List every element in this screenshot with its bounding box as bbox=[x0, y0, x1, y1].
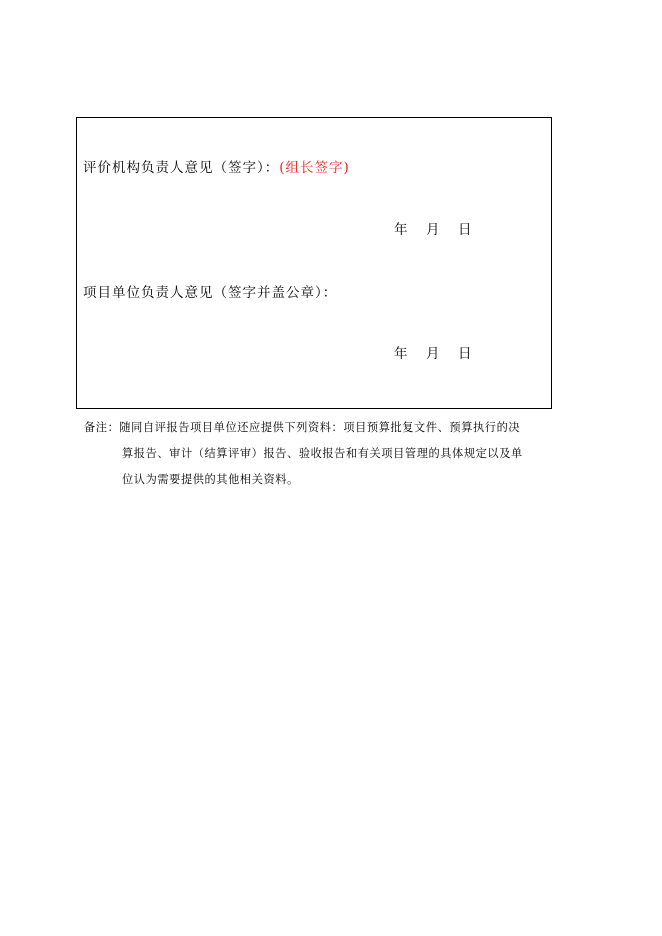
project-date-row bbox=[394, 345, 472, 363]
project-opinion-row bbox=[83, 284, 337, 302]
opinion-form-box bbox=[76, 117, 552, 409]
date-year-label: 年 bbox=[394, 222, 408, 238]
remarks-line-1: 备注：随同自评报告项目单位还应提供下列资料：项目预算批复文件、预算执行的决 bbox=[84, 421, 521, 434]
eval-date-row bbox=[394, 221, 472, 239]
group-leader-signature-hint: (组长签字) bbox=[279, 160, 350, 176]
date-day-label: 日 bbox=[458, 346, 472, 362]
eval-opinion-row bbox=[83, 159, 350, 177]
date-month-label: 月 bbox=[426, 346, 440, 362]
remarks-note bbox=[84, 415, 584, 493]
project-opinion-label: 项目单位负责人意见（签字并盖公章）： bbox=[83, 285, 338, 301]
date-day-label: 日 bbox=[458, 222, 472, 238]
remarks-line-2: 算报告、审计（结算评审）报告、验收报告和有关项目管理的具体规定以及单 bbox=[122, 447, 523, 460]
date-year-label: 年 bbox=[394, 346, 408, 362]
eval-opinion-label: 评价机构负责人意见（签字）： bbox=[83, 160, 280, 176]
remarks-line-3: 位认为需要提供的其他相关资料。 bbox=[122, 473, 299, 486]
date-month-label: 月 bbox=[426, 222, 440, 238]
